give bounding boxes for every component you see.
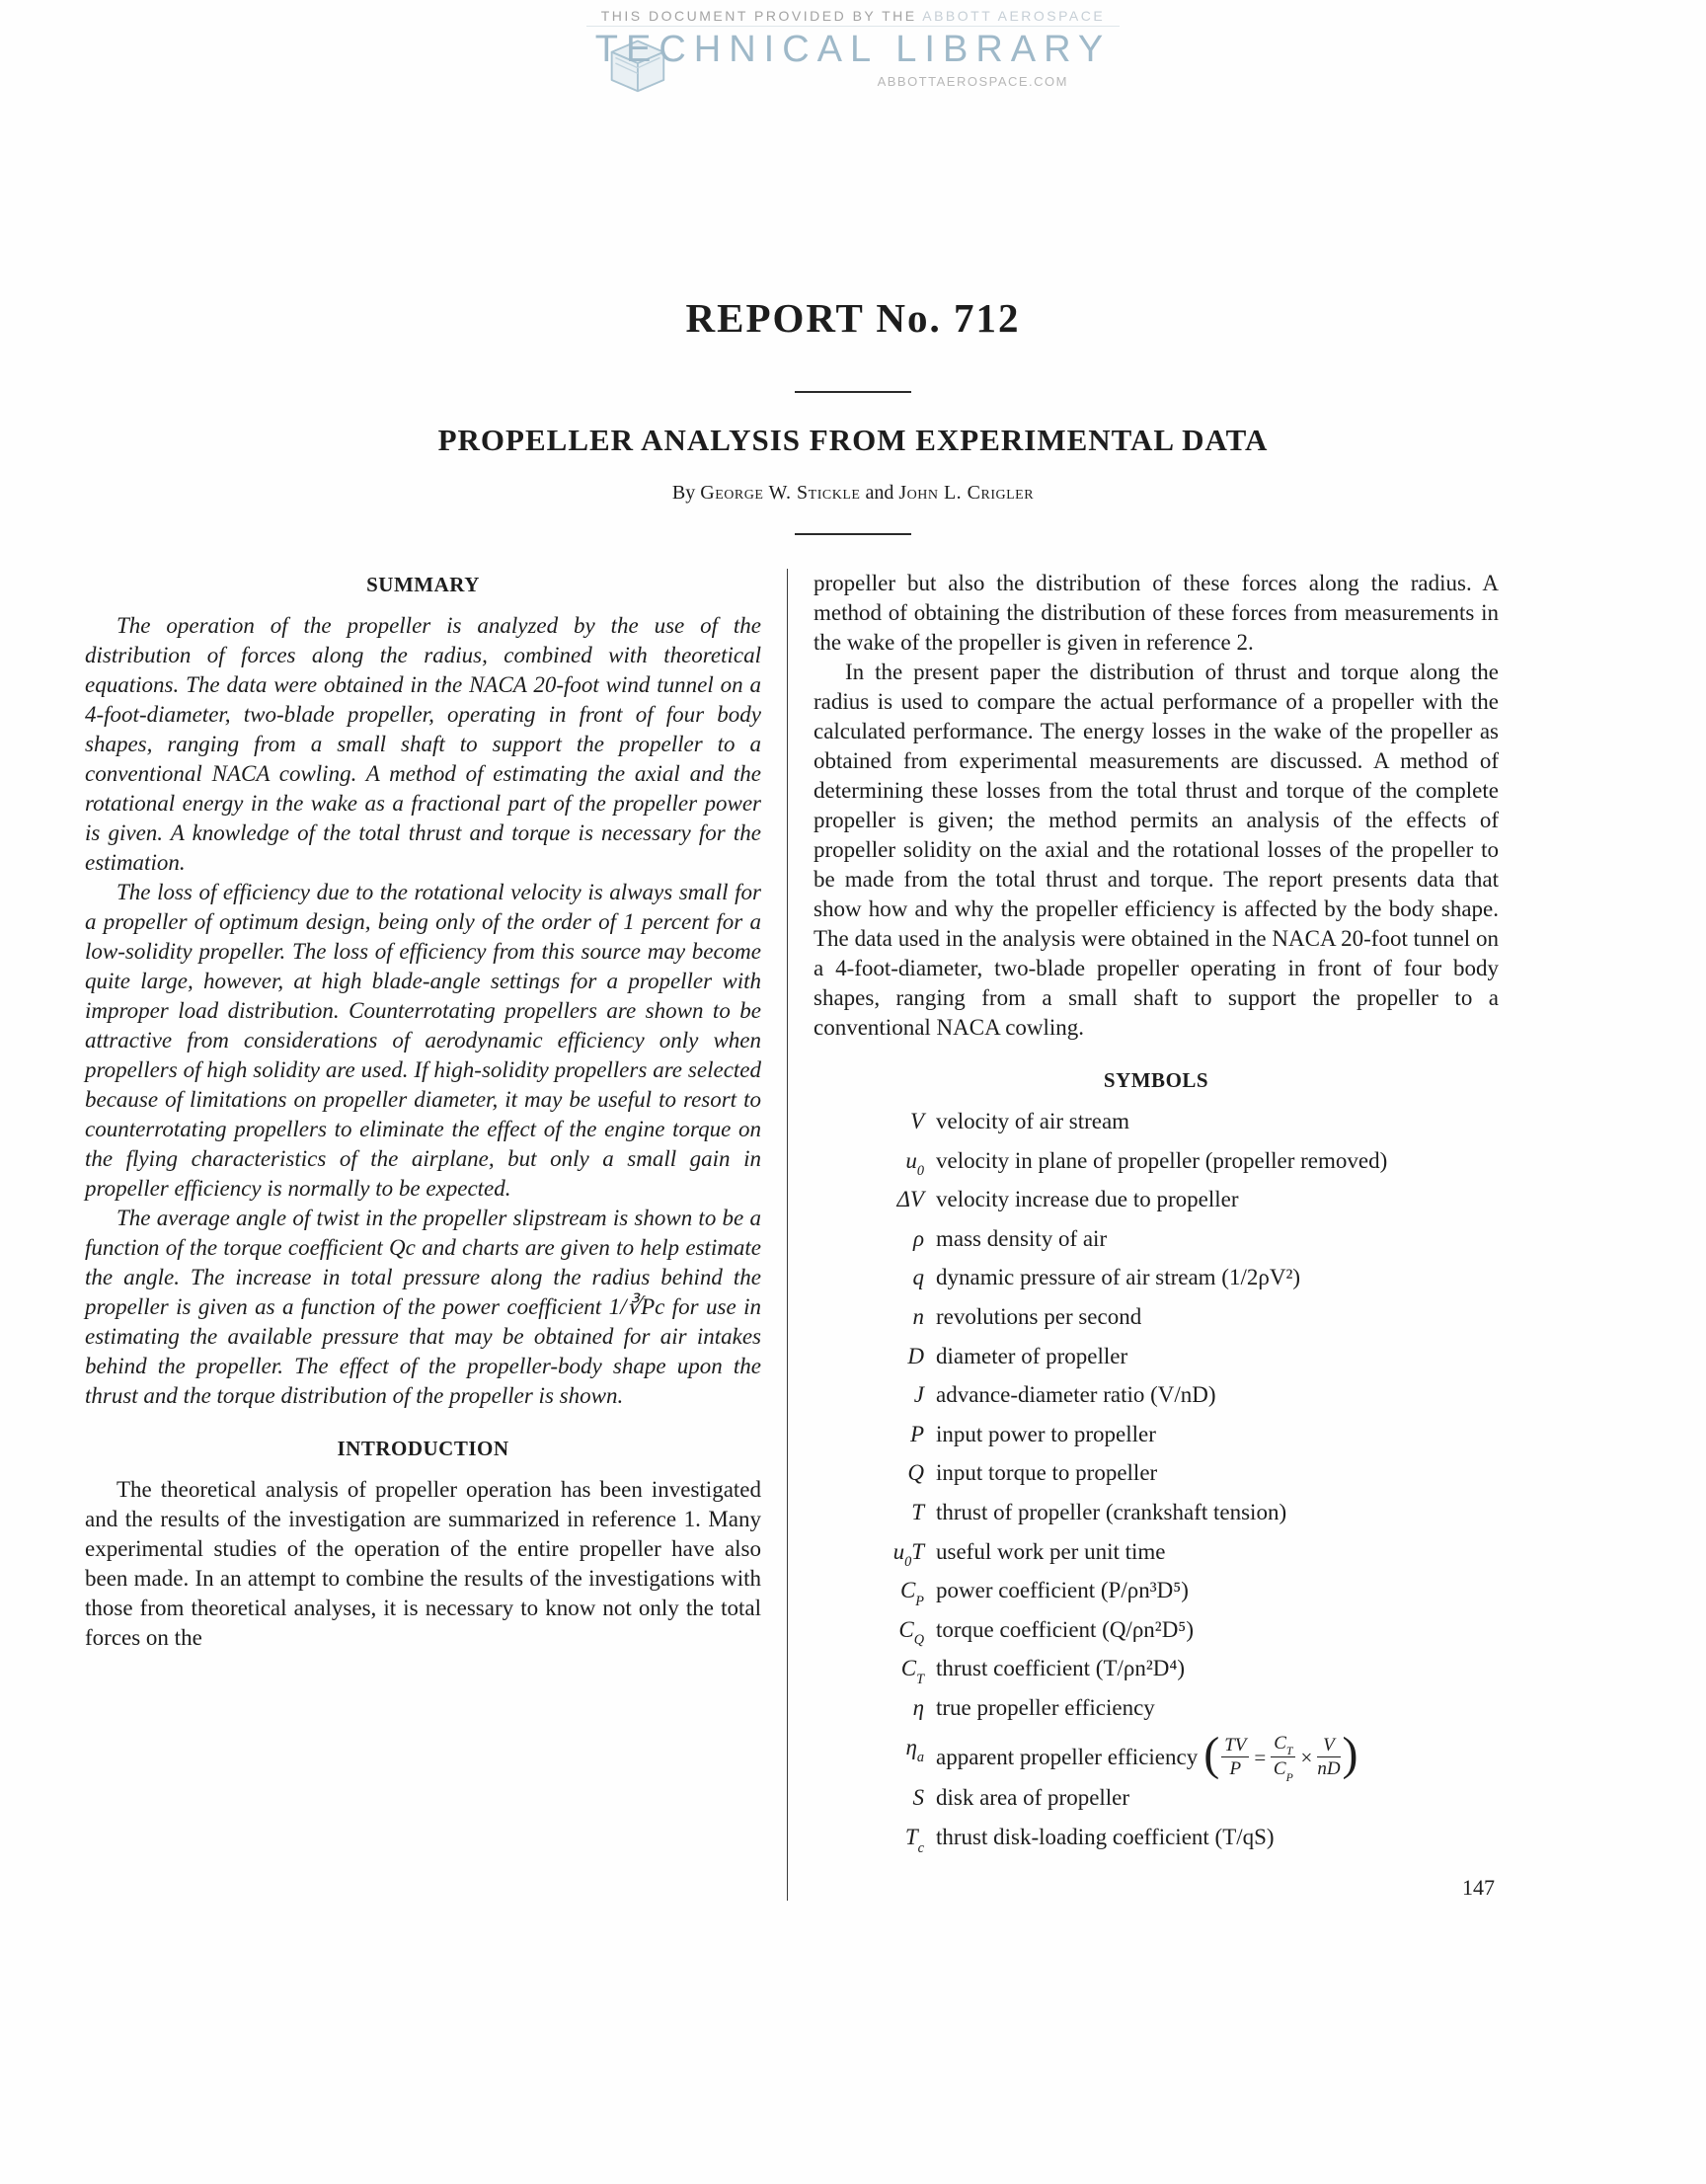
symbol-row [814,1342,1499,1380]
symbol: η [912,1694,924,1720]
fraction-tv-over-p: $\frac{TV}{P}$ [1221,1735,1249,1780]
symbol-definition: dynamic pressure of air stream (1/2ρV²) [936,1265,1300,1290]
definition-text: apparent propeller efficiency [936,1744,1199,1769]
technical-library-logotype: TECHNICAL LIBRARY [586,26,1120,71]
symbol-row [814,1302,1499,1341]
symbol-row [814,1615,1499,1654]
symbol-row [814,1224,1499,1263]
symbol: ΔV [896,1187,924,1212]
symbol-row [814,1537,1499,1576]
byline-by: By [671,482,696,504]
symbol-row [814,1263,1499,1301]
left-column [85,569,788,1901]
masthead-rule-bottom [795,533,911,535]
symbol-row [814,1783,1499,1822]
symbol-definition: power coefficient (P/ρn³D⁵) [936,1578,1189,1603]
symbol: $u_0T$ [892,1538,924,1571]
symbol-definition: apparent propeller efficiency ( $\frac{TV}{P}$ = $\frac{C_T}{C_P}$ × $\frac{V}{nD}$ ) [936,1727,1358,1785]
symbol-row [814,1185,1499,1223]
symbol-row [814,1823,1499,1861]
symbol: Q [907,1460,924,1486]
symbol: S [912,1785,924,1811]
symbol: J [913,1382,924,1408]
summary-heading: SUMMARY [366,573,480,596]
abbottaerospace-url: ABBOTTAEROSPACE.COM [877,74,1068,89]
symbol: $u_0$ [905,1147,924,1180]
document-title: PROPELLER ANALYSIS FROM EXPERIMENTAL DATA [437,423,1269,457]
provided-by-line [586,8,1120,24]
fraction-v-over-nd: $\frac{V}{nD}$ [1317,1735,1341,1780]
symbol-row [814,1107,1499,1145]
right-column [788,569,1499,1901]
author-2: John L. Crigler [898,482,1035,504]
symbol-row [814,1458,1499,1497]
symbol-row [814,1498,1499,1536]
symbol: $T_c$ [904,1825,924,1856]
symbol-row [814,1654,1499,1692]
provided-by-prefix: THIS DOCUMENT PROVIDED BY THE [600,8,917,24]
symbol: T [911,1499,924,1524]
symbol-row [814,1146,1499,1185]
symbol-definition: mass density of air [936,1225,1108,1251]
byline-and: and [865,482,894,504]
fraction-ct-over-cp: $\frac{C_T}{C_P}$ [1271,1733,1295,1783]
masthead-rule-top [795,391,911,393]
symbol-definition: revolutions per second [936,1303,1142,1329]
symbol-definition: thrust disk-loading coefficient (T/qS) [936,1825,1275,1850]
symbol: P [909,1421,924,1446]
symbol-row-apparent-efficiency [814,1727,1499,1785]
symbol: D [907,1343,924,1368]
symbol-row [814,1380,1499,1419]
page-number: 147 [1462,1874,1495,1900]
equals-sign: = [1254,1745,1267,1769]
body-paragraph-2: In the present paper the distribution of thrust and torque along the radius is used to compare the actual performance of a propeller with the calculated performance. The energy losses in the wake of the propeller as obtained from experimental measurements are discussed. A method of determining these losses from the total thrust and torque of the complete propeller is given; the method permits an analysis of the effects of propeller solidity on the axial and the rotational losses of the propeller to be made from the total thrust and torque. The report presents data that show how and why the propeller efficiency is affected by the body shape. The data used in the analysis were obtained in the NACA 20-foot tunnel on a 4-foot-diameter, two-blade propeller operating in front of four body shapes, ranging from a small shaft to support the propeller to a conventional NACA cowling. [814,660,1499,1040]
summary-paragraph-3: The average angle of twist in the propeller slipstream is shown to be a function of the torque coefficient Qc and charts are given to help estimate the angle. The increase in total pressure along the radius behind the propeller is given as a function of the power coefficient 1/∛Pc for use in estimating the available pressure that may be obtained for air intakes behind the propeller. The effect of the propeller-body shape upon the thrust and the torque distribution of the propeller is shown. [85,1206,761,1408]
symbols-list [814,1107,1499,1861]
provided-by-brand: ABBOTT AEROSPACE [922,8,1106,24]
byline [0,482,1706,505]
symbol-definition: input power to propeller [936,1421,1156,1446]
body-paragraph-continuation: propeller but also the distribution of these forces along the radius. A method of obtaining the distribution of these forces from measurements in the wake of the propeller is given in reference 2. [814,571,1499,655]
symbol: $\eta_a$ [905,1734,924,1766]
times-sign: × [1300,1745,1313,1769]
symbol: n [912,1303,924,1329]
symbol: $C_P$ [899,1578,924,1609]
symbol-definition: useful work per unit time [936,1538,1166,1564]
introduction-heading: INTRODUCTION [337,1437,509,1460]
symbol: $C_Q$ [898,1616,924,1649]
symbol-definition: thrust coefficient (T/ρn²D⁴) [936,1656,1186,1681]
summary-paragraph-1: The operation of the propeller is analyzed by the use of the distribution of forces along the radius, combined with theoretical equations. The data were obtained in the NACA 20-foot wind tunnel on a 4-foot-diameter, two-blade propeller, operating in front of four body shapes, ranging from a small shaft to support the propeller to a conventional NACA cowling. A method of estimating the axial and the rotational energy in the wake as a fractional part of the propeller power is given. A knowledge of the total thrust and torque is necessary for the estimation. [85,613,761,875]
symbol-definition: velocity in plane of propeller (propeller removed) [936,1147,1388,1173]
symbols-heading: SYMBOLS [1103,1068,1209,1092]
symbol-definition: thrust of propeller (crankshaft tension) [936,1499,1287,1524]
symbol-definition: disk area of propeller [936,1785,1130,1811]
symbol-definition: diameter of propeller [936,1343,1128,1368]
symbol-row [814,1420,1499,1458]
symbol-definition: torque coefficient (Q/ρn²D⁵) [936,1616,1194,1642]
symbol-definition: advance-diameter ratio (V/nD) [936,1382,1216,1408]
symbol: $C_T$ [900,1656,924,1688]
symbol-definition: velocity increase due to propeller [936,1187,1239,1212]
report-number-title: REPORT No. 712 [685,295,1021,341]
author-1: George W. Stickle [700,482,861,504]
symbol-row [814,1693,1499,1732]
introduction-paragraph-1: The theoretical analysis of propeller operation has been investigated and the results of the investigation are summarized in reference 1. Many experimental studies of the operation of the entire propeller have also been made. In an attempt to combine the results of the investigations with those from theoretical analyses, it is necessary to know not only the total forces on the [85,1477,761,1650]
two-column-body [85,569,1524,1901]
symbol: ρ [912,1225,924,1251]
technical-library-watermark [586,8,1120,89]
symbol: q [912,1265,924,1290]
symbol-row [814,1576,1499,1614]
symbol: V [909,1109,924,1133]
symbol-definition: true propeller efficiency [936,1694,1155,1720]
symbol-definition: velocity of air stream [936,1109,1130,1133]
symbol-definition: input torque to propeller [936,1460,1158,1486]
summary-paragraph-2: The loss of efficiency due to the rotational velocity is always small for a propeller of optimum design, being only of the order of 1 percent for a low-solidity propeller. The loss of efficiency from this source may become quite large, however, at high blade-angle settings for a propeller with improper load distribution. Counterrotating propellers are shown to be attractive from considerations of aerodynamic efficiency only when propellers of high solidity are used. If high-solidity propellers are selected because of limitations on propeller diameter, it may be useful to resort to counterrotating propellers to eliminate the effect of the engine torque on the flying characteristics of the airplane, but only a small gain in propeller efficiency is normally to be expected. [85,880,761,1201]
